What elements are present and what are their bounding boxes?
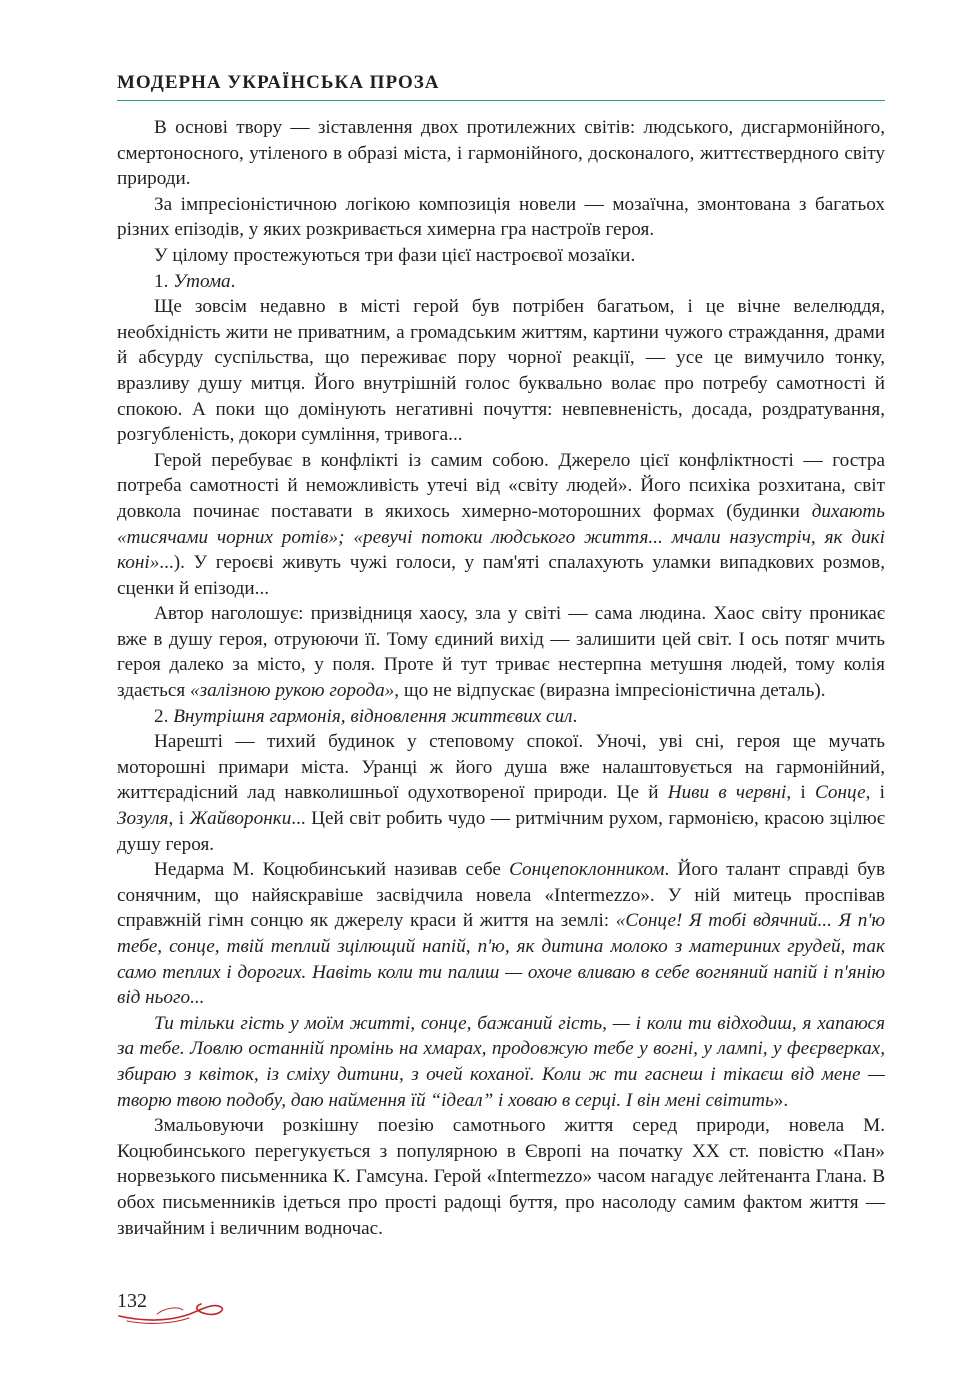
body-text <box>117 115 885 1241</box>
italic-run: Сонце <box>814 782 866 804</box>
paragraph <box>117 1011 885 1113</box>
paragraph <box>117 294 885 448</box>
text-run: 1. <box>154 270 174 292</box>
page-footer <box>117 1290 227 1330</box>
text-run: Герой перебуває в конфлікті із самим собою. Джерело цієї конфліктності — гостра потреба самотності й неможливість утечі від «світу людей». Його психіка розхитана, світ довкола починає поставати в якихось химерно-моторошних формах (будинки <box>117 449 885 522</box>
paragraph <box>117 192 885 243</box>
text-run: , і <box>865 782 885 804</box>
text-run: У цілому простежуються три фази цієї настроєвої мозаїки. <box>154 244 636 266</box>
text-run: . <box>572 705 578 727</box>
paragraph <box>117 243 885 269</box>
text-run: ... Цей світ робить чудо — ритмічним рухом, гармонією, красою зцілює душу героя. <box>117 808 885 855</box>
paragraph <box>117 601 885 703</box>
text-run: В основі твору — зіставлення двох протилежних світів: людського, дисгармонійного, смертоносного, утіленого в образі міста, і гармонійного, досконалого, життєствердного світу природи. <box>117 117 885 190</box>
text-run: За імпресіоністичною логікою композиція новели — мозаїчна, змонтована з багатьох різних епізодів, у яких розкривається химерна гра настроїв героя. <box>117 193 885 241</box>
text-run: ». <box>773 1089 789 1111</box>
page-number: 132 <box>117 1290 147 1312</box>
italic-run: дихають «тисячами чорних ротів»; «ревучі потоки людського життя... мчали назустріч, як дикі коні» <box>117 500 885 574</box>
text-run: . <box>230 270 236 292</box>
italic-run: «Сонце! Я тобі вдячний... Я п'ю тебе, сонце, твій теплий зцілющий напій, п'ю, як дитина молоко з материних грудей, так само теплих і дорогих. Навіть коли ти палиш — охоче вливаю в себе вогняний напій і п'янію від нього... <box>117 910 885 1009</box>
italic-run: «залізною рукою города» <box>190 680 395 702</box>
header-title: МОДЕРНА УКРАЇНСЬКА ПРОЗА <box>117 72 440 93</box>
text-run: Змальовуючи розкішну поезію самотнього життя серед природи, новела М. Коцюбинського перегукується з популярною в Європі на початку ХХ ст. повістю «Пан» норвезького письменника К. Гамсуна. Герой «Intermezzo» часом нагадує лейтенанта Глана. В обох письменників ідеться про прості радощі буття, про насолоду самим фактом життя — звичайним і величним водночас. <box>117 1115 885 1239</box>
text-run: Недарма М. Коцюбинський називав себе <box>154 859 510 881</box>
text-run: , і <box>786 782 815 804</box>
italic-run: Ти тільки гість у моїм житті, сонце, бажаний гість, — і коли ти відходиш, я хапаюся за тебе. Ловлю останній промінь на хмарах, продовжую тебе у вогні, у лампі, у феєрверках, збираю з квіток, із сміху дитини, з очей коханої. Коли ж ти гаснеш і тікаєш від мене — творю твою подобу, даю наймення їй “ідеал” і ховаю в серці. І він мені світить <box>117 1012 885 1111</box>
paragraph <box>117 115 885 192</box>
italic-run: Утома <box>173 270 231 292</box>
italic-run: Зозуля <box>117 808 169 830</box>
paragraph <box>117 729 885 857</box>
text-run: , і <box>168 808 190 830</box>
running-header <box>117 72 885 101</box>
italic-run: Сонцепоклонником <box>509 859 665 881</box>
text-run: Ще зовсім недавно в місті герой був потрібен багатьом, і це вічне велелюддя, необхідність жити не приватним, а громадським життям, картини чужого страждання, драми й абсурду суспільства, що переживає пору чорної реакції, — усе це вимучило тонку, вразливу душу митця. Його внутрішній голос буквально волає про потребу самотності й спокою. А поки що домінують негативні почуття: невпевненість, досада, роздратування, розгубленість, докори сумління, тривога... <box>117 296 885 446</box>
paragraph <box>117 1113 885 1241</box>
header-rule <box>117 100 885 101</box>
text-run: ...). У героєві живуть чужі голоси, у пам'яті спалахують уламки випадкових розмов, сценки й епізоди... <box>117 552 885 599</box>
paragraph <box>117 448 885 602</box>
paragraph <box>117 269 885 295</box>
paragraph <box>117 857 885 1011</box>
text-run: Автор наголошує: призвідниця хаосу, зла у світі — сама людина. Хаос світу проникає вже в душу героя, отруюючи її. Тому єдиний вихід — залишити цей світ. І ось потяг мчить героя далеко за місто, у поля. Проте й тут триває нестерпна метушня людей, тому колія здається <box>117 603 885 702</box>
text-run: . Його талант справді був сонячним, що найяскравіше засвідчила новела «Intermezzo». У ній митець проспівав справжній гімн сонцю як джерелу краси й життя на землі: <box>117 859 885 932</box>
italic-run: Внутрішня гармонія, відновлення життєвих сил <box>173 705 573 727</box>
text-run: 2. <box>154 705 174 727</box>
text-run: , що не відпускає (виразна імпресіоністична деталь). <box>394 680 826 702</box>
paragraph <box>117 704 885 730</box>
text-run: Нарешті — тихий будинок у степовому спокої. Уночі, уві сні, героя ще мучать моторошні примари міста. Уранці ж його душа вже налаштовується на гармонійний, життєрадісний лад навколишньої одухотвореної природи. Це й <box>117 731 885 804</box>
italic-run: Жайворонки <box>189 808 292 830</box>
italic-run: Ниви в червні <box>667 782 787 804</box>
